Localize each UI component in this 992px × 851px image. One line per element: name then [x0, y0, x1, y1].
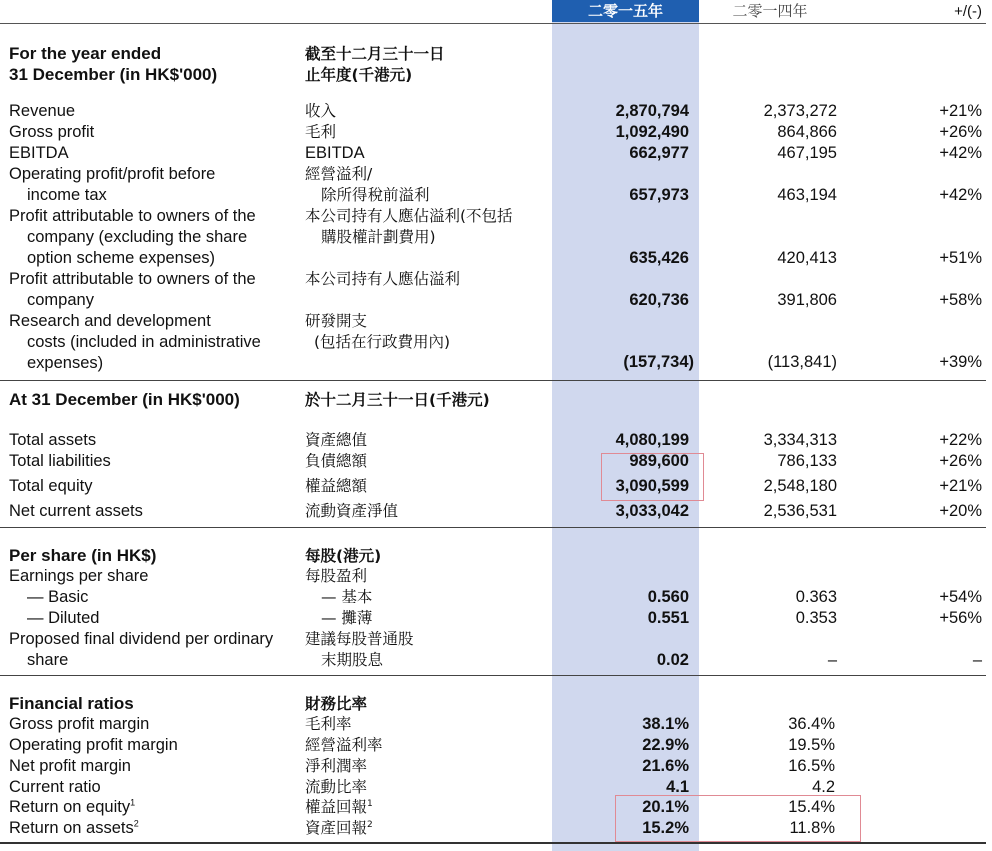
- total-liabilities-label-cn: 負債總額: [305, 452, 368, 470]
- eps-basic-2015: 0.560: [647, 588, 689, 606]
- eps-basic-2014: 0.363: [795, 588, 837, 606]
- dividend-label-cn-2: 末期股息: [321, 651, 384, 669]
- revenue-change: +21%: [939, 102, 982, 120]
- annotation-box-liabilities-equity: [601, 453, 704, 501]
- total-equity-2015: 3,090,599: [615, 477, 689, 495]
- eps-diluted-2015: 0.551: [647, 609, 689, 627]
- revenue-2015: 2,870,794: [615, 102, 689, 120]
- profit-excl-label-1: Profit attributable to owners of the: [9, 207, 256, 225]
- gpm-label-cn: 毛利率: [305, 715, 352, 733]
- roe-2015: 20.1%: [642, 798, 689, 816]
- rnd-label-cn-1: 研發開支: [305, 312, 368, 330]
- rnd-change: +39%: [939, 353, 982, 371]
- total-assets-2015: 4,080,199: [615, 431, 689, 449]
- roe-label-cn-text: 權益回報: [305, 798, 368, 816]
- profit-excl-label-2: company (excluding the share: [27, 228, 248, 246]
- total-equity-label: Total equity: [9, 477, 93, 495]
- eps-label-cn: 每股盈利: [305, 567, 368, 585]
- dividend-label-cn-1: 建議每股普通股: [305, 630, 414, 648]
- gross-profit-2015: 1,092,490: [615, 123, 689, 141]
- profit-excl-label-cn-1: 本公司持有人應佔溢利(不包括: [305, 207, 513, 225]
- header-2014: 二零一四年: [732, 2, 808, 20]
- ebitda-2014: 467,195: [777, 144, 837, 162]
- gross-profit-label: Gross profit: [9, 123, 95, 141]
- total-equity-2014: 2,548,180: [763, 477, 837, 495]
- op-profit-label-1: Operating profit/profit before: [9, 165, 216, 183]
- rnd-label-1: Research and development: [9, 312, 211, 330]
- total-assets-change: +22%: [939, 431, 982, 449]
- roe-label-cn: [305, 797, 373, 818]
- section-balance-cn: 於十二月三十一日(千港元): [305, 391, 490, 409]
- npm-label: Net profit margin: [9, 757, 131, 775]
- profit-attr-2015: 620,736: [629, 291, 689, 309]
- table-bottom-rule: [0, 842, 986, 844]
- roe-label-text: Return on equity: [9, 798, 131, 816]
- eps-diluted-label-cn: — 攤薄: [321, 609, 373, 627]
- header-2015: 二零一五年: [587, 2, 663, 20]
- net-current-assets-change: +20%: [939, 502, 982, 520]
- ebitda-2015: 662,977: [629, 144, 689, 162]
- eps-diluted-label: — Diluted: [27, 609, 100, 627]
- dividend-2014: –: [827, 651, 837, 669]
- section-year-cn-1: 截至十二月三十一日: [305, 45, 445, 63]
- annotation-box-roe-roa: [615, 795, 861, 842]
- dividend-label-2: share: [27, 651, 69, 669]
- section-pershare-cn: 每股(港元): [305, 547, 382, 565]
- op-profit-2015: 657,973: [629, 186, 689, 204]
- ebitda-label-cn: EBITDA: [305, 144, 365, 162]
- footnote-marker: 1: [130, 797, 136, 808]
- profit-attr-label-1: Profit attributable to owners of the: [9, 270, 256, 288]
- opm-2014: 19.5%: [788, 736, 835, 754]
- eps-label: Earnings per share: [9, 567, 149, 585]
- total-equity-change: +21%: [939, 477, 982, 495]
- op-profit-label-cn-2: 除所得稅前溢利: [321, 186, 430, 204]
- profit-excl-2015: 635,426: [629, 249, 689, 267]
- opm-label-cn: 經營溢利率: [305, 736, 383, 754]
- net-current-assets-label-cn: 流動資產淨值: [305, 502, 399, 520]
- eps-basic-label-cn: — 基本: [321, 588, 373, 606]
- footnote-marker: 2: [367, 819, 373, 830]
- op-profit-2014: 463,194: [777, 186, 837, 204]
- roa-2014: 11.8%: [789, 819, 835, 837]
- roe-2014: 15.4%: [788, 798, 835, 816]
- profit-excl-change: +51%: [939, 249, 982, 267]
- npm-2014: 16.5%: [788, 757, 835, 775]
- ebitda-label: EBITDA: [9, 144, 69, 162]
- profit-attr-change: +58%: [939, 291, 982, 309]
- eps-diluted-2014: 0.353: [795, 609, 837, 627]
- section-year-title-2: 31 December (in HK$'000): [9, 65, 218, 84]
- total-liabilities-2014: 786,133: [777, 452, 837, 470]
- profit-excl-label-3: option scheme expenses): [27, 249, 216, 267]
- section-balance-title: At 31 December (in HK$'000): [9, 390, 240, 409]
- revenue-2014: 2,373,272: [763, 102, 837, 120]
- rnd-2014: (113,841): [767, 353, 837, 371]
- gross-profit-2014: 864,866: [777, 123, 837, 141]
- rnd-label-cn-2: (包括在行政費用內): [314, 333, 451, 351]
- section-divider: [0, 380, 986, 381]
- profit-attr-label-cn: 本公司持有人應佔溢利: [305, 270, 461, 288]
- dividend-change: –: [972, 651, 982, 669]
- dividend-2015: 0.02: [656, 651, 689, 669]
- total-liabilities-2015: 989,600: [629, 452, 689, 470]
- npm-2015: 21.6%: [642, 757, 689, 775]
- ebitda-change: +42%: [939, 144, 982, 162]
- total-assets-label: Total assets: [9, 431, 97, 449]
- section-divider: [0, 675, 986, 676]
- revenue-label-cn: 收入: [305, 102, 337, 120]
- roa-label: [9, 818, 139, 839]
- net-current-assets-2014: 2,536,531: [763, 502, 837, 520]
- net-current-assets-2015: 3,033,042: [615, 502, 689, 520]
- gross-profit-change: +26%: [939, 123, 982, 141]
- eps-diluted-change: +56%: [939, 609, 982, 627]
- gpm-label: Gross profit margin: [9, 715, 150, 733]
- current-ratio-label-cn: 流動比率: [305, 778, 368, 796]
- roa-label-cn-text: 資產回報: [305, 819, 368, 837]
- op-profit-change: +42%: [939, 186, 982, 204]
- current-ratio-2014: 4.2: [812, 778, 835, 796]
- net-current-assets-label: Net current assets: [9, 502, 143, 520]
- npm-label-cn: 淨利潤率: [305, 757, 368, 775]
- op-profit-label-2: income tax: [27, 186, 107, 204]
- gpm-2014: 36.4%: [788, 715, 835, 733]
- total-liabilities-label: Total liabilities: [9, 452, 111, 470]
- eps-basic-label: — Basic: [27, 588, 89, 606]
- footnote-marker: 1: [367, 798, 373, 809]
- total-assets-label-cn: 資產總值: [305, 431, 368, 449]
- profit-excl-2014: 420,413: [777, 249, 837, 267]
- current-ratio-2015: 4.1: [666, 778, 689, 796]
- header-rule: [0, 23, 986, 24]
- dividend-label-1: Proposed final dividend per ordinary: [9, 630, 274, 648]
- section-divider: [0, 527, 986, 528]
- opm-2015: 22.9%: [642, 736, 689, 754]
- section-ratios-cn: 財務比率: [305, 695, 368, 713]
- rnd-label-3: expenses): [27, 354, 104, 372]
- section-pershare-title: Per share (in HK$): [9, 546, 157, 565]
- revenue-label: Revenue: [9, 102, 76, 120]
- profit-attr-label-2: company: [27, 291, 94, 309]
- section-year-cn-2: 止年度(千港元): [305, 66, 413, 84]
- profit-attr-2014: 391,806: [777, 291, 837, 309]
- total-equity-label-cn: 權益總額: [305, 477, 368, 495]
- roe-label: [9, 797, 135, 818]
- gpm-2015: 38.1%: [642, 715, 689, 733]
- section-year-title-1: For the year ended: [9, 44, 162, 63]
- gross-profit-label-cn: 毛利: [305, 123, 337, 141]
- total-assets-2014: 3,334,313: [763, 431, 837, 449]
- header-change: +/(-): [954, 3, 982, 20]
- roa-label-cn: [305, 818, 373, 839]
- roa-2015: 15.2%: [642, 819, 689, 837]
- footnote-marker: 2: [133, 818, 139, 829]
- eps-basic-change: +54%: [939, 588, 982, 606]
- opm-label: Operating profit margin: [9, 736, 178, 754]
- section-ratios-title: Financial ratios: [9, 694, 134, 713]
- rnd-2015: (157,734): [623, 353, 694, 371]
- rnd-label-2: costs (included in administrative: [27, 333, 261, 351]
- current-ratio-label: Current ratio: [9, 778, 101, 796]
- total-liabilities-change: +26%: [939, 452, 982, 470]
- roa-label-text: Return on assets: [9, 819, 134, 837]
- op-profit-label-cn-1: 經營溢利/: [305, 165, 373, 183]
- profit-excl-label-cn-2: 購股權計劃費用): [321, 228, 436, 246]
